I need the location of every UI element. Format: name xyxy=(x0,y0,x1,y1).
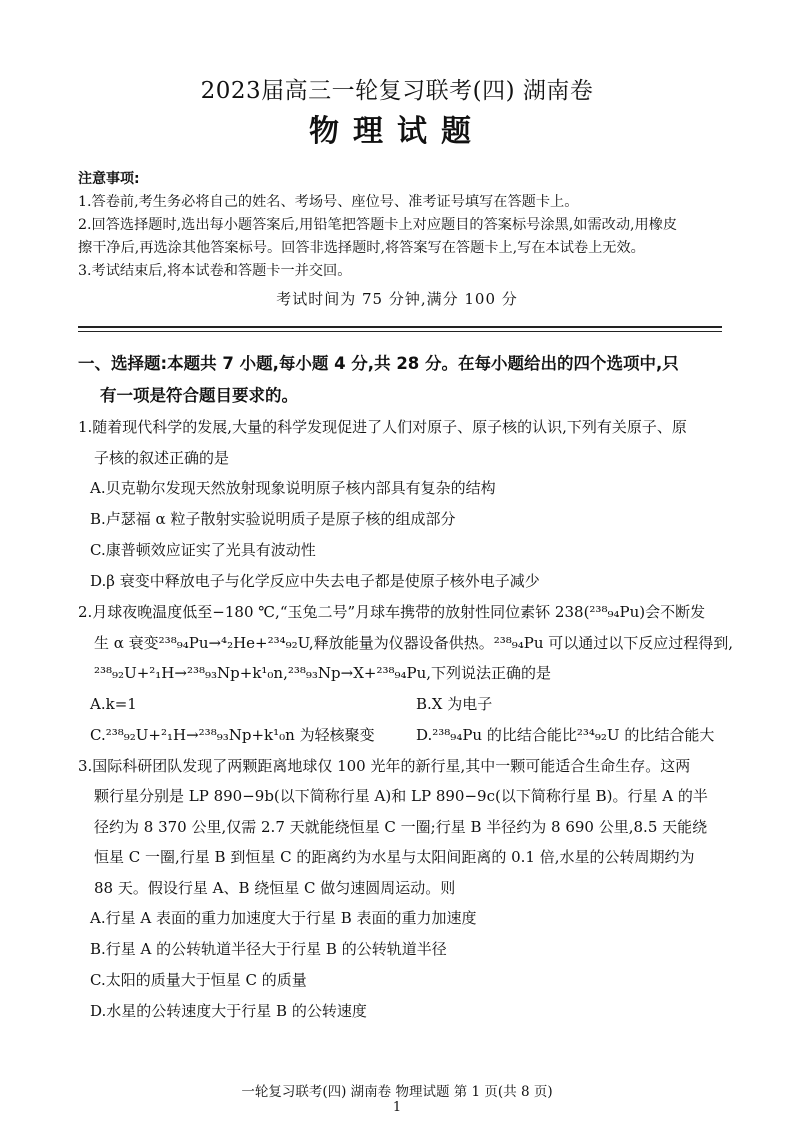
question-3-option-c: C.太阳的质量大于恒星 C 的质量 xyxy=(90,971,307,989)
question-3-option-a: A.行星 A 表面的重力加速度大于行星 B 表面的重力加速度 xyxy=(90,909,477,927)
question-3-stem-cont-4: 88 天。假设行星 A、B 绕恒星 C 做匀速圆周运动。则 xyxy=(94,878,456,897)
question-2-stem: 2.月球夜晚温度低至−180 ℃,“玉兔二号”月球车携带的放射性同位素钚 238(²³⁸₉₄Pu)会不断发 xyxy=(78,603,706,621)
notice-item-2-cont: 擦干净后,再选涂其他答案标号。回答非选择题时,将答案写在答题卡上,写在本试卷上无效。 xyxy=(78,240,645,256)
question-3-stem-cont-2: 径约为 8 370 公里,仅需 2.7 天就能绕恒星 C 一圈;行星 B 半径约为 8 690 公里,8.5 天能绕 xyxy=(94,817,708,836)
exam-time-line: 考试时间为 75 分钟,满分 100 分 xyxy=(276,290,518,308)
question-3-option-d: D.水星的公转速度大于行星 B 的公转速度 xyxy=(90,1002,367,1020)
question-3-stem: 3.国际科研团队发现了两颗距离地球仅 100 光年的新行星,其中一颗可能适合生命生存。这两 xyxy=(78,756,691,775)
divider-thick xyxy=(78,326,722,328)
question-2-stem-cont-2: ²³⁸₉₂U+²₁H→²³⁸₉₃Np+k¹₀n,²³⁸₉₃Np→X+²³⁸₉₄Pu,下列说法正确的是 xyxy=(94,664,552,682)
question-2-options-row-1 xyxy=(78,689,730,720)
page-number: 1 xyxy=(392,1100,402,1115)
question-1-option-b: B.卢瑟福 α 粒子散射实验说明质子是原子核的组成部分 xyxy=(90,510,456,528)
question-1-stem-cont: 子核的叙述正确的是 xyxy=(94,448,230,467)
question-2-options-row-2 xyxy=(78,720,730,751)
question-2-stem-cont-1: 生 α 衰变²³⁸₉₄Pu→⁴₂He+²³⁴₉₂U,释放能量为仪器设备供热。²³⁸₉₄Pu 可以通过以下反应过程得到, xyxy=(94,633,734,652)
notice-block xyxy=(78,168,728,283)
question-2-option-a: A.k=1 xyxy=(90,694,137,713)
notice-heading: 注意事项: xyxy=(78,171,140,187)
question-3-option-b: B.行星 A 的公转轨道半径大于行星 B 的公转轨道半径 xyxy=(90,940,447,958)
exam-title: 2023届高三一轮复习联考(四) 湖南卷 xyxy=(200,78,594,104)
question-2-option-d: D.²³⁸₉₄Pu 的比结合能比²³⁴₉₂U 的比结合能大 xyxy=(416,725,715,744)
question-1-option-d: D.β 衰变中释放电子与化学反应中失去电子都是使原子核外电子减少 xyxy=(90,572,540,590)
questions xyxy=(78,348,734,1027)
question-3-stem-cont-1: 颗行星分别是 LP 890−9b(以下简称行星 A)和 LP 890−9c(以下简称行星 B)。行星 A 的半 xyxy=(94,787,708,805)
question-1-option-a: A.贝克勒尔发现天然放射现象说明原子核内部具有复杂的结构 xyxy=(90,479,496,497)
question-2-option-c: C.²³⁸₉₂U+²₁H→²³⁸₉₃Np+k¹₀n 为轻核聚变 xyxy=(90,725,375,744)
page-footer: 一轮复习联考(四) 湖南卷 物理试题 第 1 页(共 8 页) xyxy=(241,1084,553,1100)
notice-item-1: 1.答卷前,考生务必将自己的姓名、考场号、座位号、准考证号填写在答题卡上。 xyxy=(78,194,579,210)
question-2-option-b: B.X 为电子 xyxy=(416,694,493,713)
section-heading-cont: 有一项是符合题目要求的。 xyxy=(100,386,298,405)
question-1-stem: 1.随着现代科学的发展,大量的科学发现促进了人们对原子、原子核的认识,下列有关原子、原 xyxy=(78,418,687,436)
notice-item-3: 3.考试结束后,将本试卷和答题卡一并交回。 xyxy=(78,263,352,279)
notice-item-2: 2.回答选择题时,选出每小题答案后,用铅笔把答题卡上对应题目的答案标号涂黑,如需改动,用橡皮 xyxy=(78,217,678,233)
subject-title: 物理试题 xyxy=(309,114,485,149)
divider-thin xyxy=(78,331,722,332)
question-1-option-c: C.康普顿效应证实了光具有波动性 xyxy=(90,541,316,559)
question-3-stem-cont-3: 恒星 C 一圈,行星 B 到恒星 C 的距离约为水星与太阳间距离的 0.1 倍,水星的公转周期约为 xyxy=(94,848,695,866)
section-heading: 一、选择题:本题共 7 小题,每小题 4 分,共 28 分。在每小题给出的四个选项中,只 xyxy=(78,354,679,373)
